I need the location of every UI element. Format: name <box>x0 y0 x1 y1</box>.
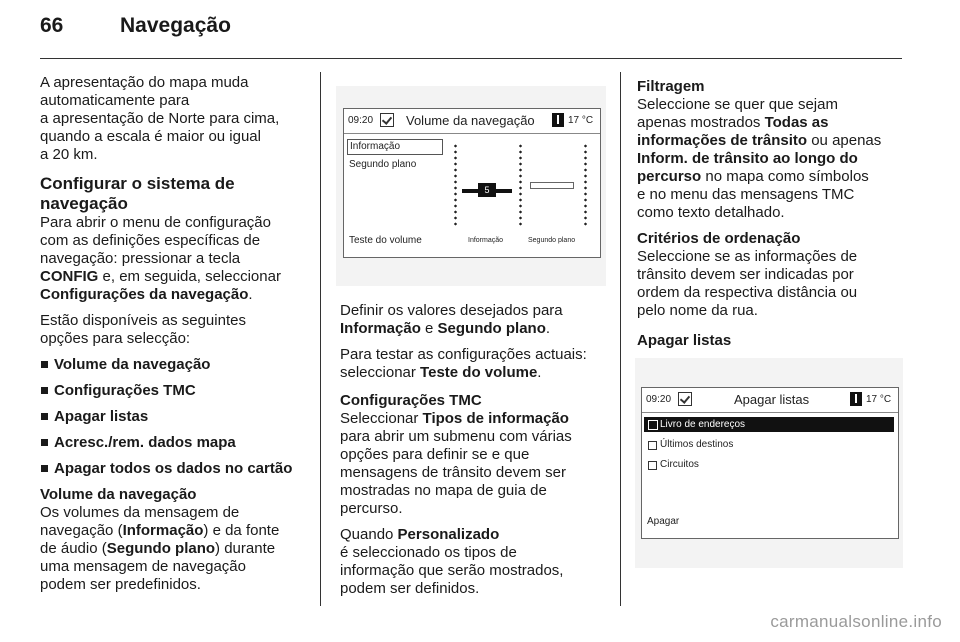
options-intro: Estão disponíveis as seguintes opções para selecção: <box>40 312 246 347</box>
menu-item-label: Circuitos <box>660 459 699 470</box>
heading-filter: Filtragem <box>637 78 705 95</box>
clock: 09:20 <box>348 115 374 126</box>
watermark: carmanualsonline.info <box>770 612 942 631</box>
thermometer-icon <box>552 113 564 127</box>
temperature: 17 °C <box>568 115 594 126</box>
background-scale <box>584 143 587 227</box>
options-list <box>40 356 310 478</box>
heading-tmc: Configurações TMC <box>340 392 482 409</box>
checkbox-icon <box>648 441 657 450</box>
test-paragraph: Para testar as configurações actuais: seleccionar Teste do volume. <box>340 346 587 381</box>
screen-delete-lists <box>641 387 899 539</box>
screen-topbar <box>344 109 600 134</box>
checkbox-icon <box>648 461 657 470</box>
column-1 <box>40 74 310 602</box>
list-item: Volume da navegação <box>40 356 310 374</box>
checkbox-checked-icon <box>648 420 658 430</box>
filter-paragraph: Seleccione se quer que sejam apenas mostrados Todas as informações de trânsito ou apenas Inform. de trânsito ao longo do percurso no mapa como símbolos e no menu das mensagens TMC como texto detalhado. <box>637 96 882 221</box>
heading-configure: Configurar o sistema de navegação <box>40 174 235 213</box>
menu-item-info[interactable]: Informação <box>347 139 443 155</box>
slider-label-info: Informação <box>468 237 504 244</box>
tmc-paragraph: Seleccionar Tipos de informação para abrir um submenu com várias opções para definir se e que mensagens de trânsito devem ser mostradas no mapa de guia de percurso. <box>340 410 572 517</box>
heading-sort: Critérios de ordenação <box>637 230 801 247</box>
intro-paragraph: A apresentação do mapa muda automaticamente para a apresentação de Norte para cima, quando a escala é maior ou igual a 20 km. <box>40 74 280 163</box>
list-item: Apagar listas <box>40 408 310 426</box>
sort-paragraph: Seleccione se as informações de trânsito devem ser indicadas por ordem da respectiva distância ou pelo nome da rua. <box>637 248 858 319</box>
menu-item-address-book[interactable] <box>644 417 894 432</box>
screen-title: Volume da navegação <box>406 113 535 128</box>
list-item: Acresc./rem. dados mapa <box>40 434 310 452</box>
header-rule <box>40 58 902 59</box>
list-item: Apagar todos os dados no cartão <box>40 460 310 478</box>
screen-volume <box>343 108 601 258</box>
column-divider-left <box>320 72 321 606</box>
menu-item-recent-destinations[interactable] <box>644 438 844 452</box>
menu-item-background[interactable]: Segundo plano <box>349 159 417 170</box>
column-2 <box>340 302 610 606</box>
column-3 <box>637 78 907 350</box>
menu-item-label: Últimos destinos <box>660 439 734 450</box>
thermometer-icon <box>850 392 862 406</box>
info-scale <box>454 143 457 227</box>
page-header <box>40 14 231 38</box>
screen-topbar <box>642 388 898 413</box>
divider-scale <box>519 143 522 227</box>
list-item: Configurações TMC <box>40 382 310 400</box>
set-values-paragraph: Definir os valores desejados para Informação e Segundo plano. <box>340 302 563 337</box>
menu-item-circuits[interactable] <box>644 458 844 472</box>
page-title: Navegação <box>120 14 231 37</box>
screen-title: Apagar listas <box>734 392 810 407</box>
page-number: 66 <box>40 14 64 37</box>
column-divider-right <box>620 72 621 606</box>
heading-delete-lists: Apagar listas <box>637 332 732 349</box>
menu-item-label: Livro de endereços <box>660 419 746 430</box>
temperature: 17 °C <box>866 394 892 405</box>
clock: 09:20 <box>646 394 672 405</box>
menu-item-volume-test[interactable]: Teste do volume <box>349 235 422 246</box>
delete-button[interactable]: Apagar <box>647 516 680 527</box>
check-icon <box>678 392 692 406</box>
background-level-bar[interactable] <box>530 182 574 189</box>
volume-paragraph: Os volumes da mensagem de navegação (Informação) e da fonte de áudio (Segundo plano) durante uma mensagem de navegação podem ser predefinidos. <box>40 504 280 593</box>
info-value: 5 <box>478 183 496 197</box>
heading-volume: Volume da navegação <box>40 486 197 503</box>
config-paragraph: Para abrir o menu de configuração com as definições específicas de navegação: pressionar a tecla CONFIG e, em seguida, seleccionar Configurações da navegação. <box>40 214 281 303</box>
custom-paragraph: Quando Personalizado é seleccionado os tipos de informação que serão mostrados, podem ser definidos. <box>340 526 564 597</box>
check-icon <box>380 113 394 127</box>
slider-label-background: Segundo plano <box>528 237 576 244</box>
